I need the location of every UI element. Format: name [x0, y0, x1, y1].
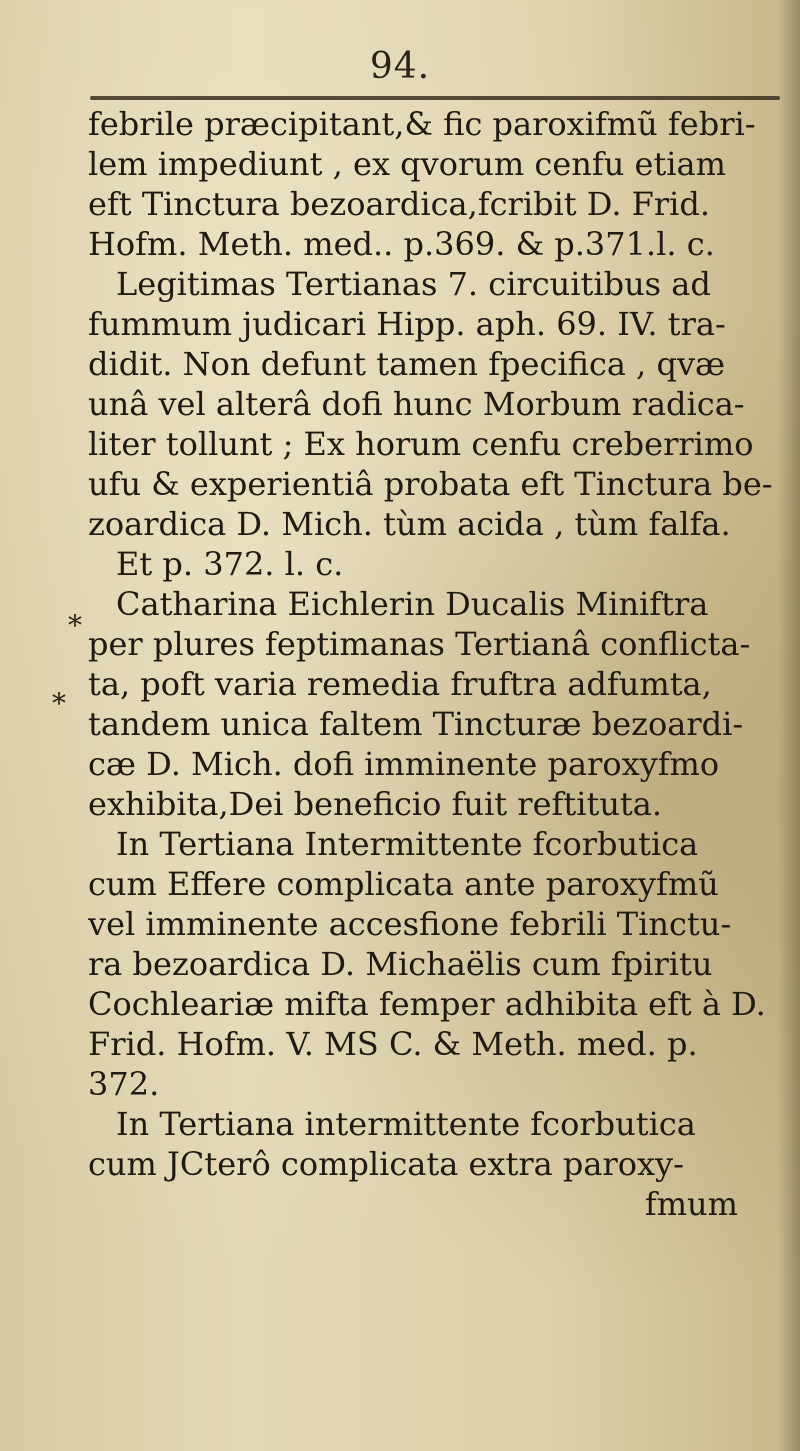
text-line: cæ D. Mich. dofi imminente paroxyfmo: [88, 745, 720, 783]
text-line: 372.: [88, 1065, 160, 1103]
text-line: Catharina Eichlerin Ducalis Miniftra: [116, 585, 709, 623]
text-line: ta, poft varia remedia fruftra adfumta,: [88, 665, 712, 703]
text-line: fmum: [644, 1185, 738, 1223]
text-line: ra bezoardica D. Michaëlis cum fpiritu: [88, 945, 713, 983]
text-line: cum JCterô complicata extra paroxy-: [88, 1145, 684, 1183]
text-line: liter tollunt ; Ex horum cenfu creberrimo: [88, 425, 754, 463]
text-line: fummum judicari Hipp. aph. 69. IV. tra-: [88, 305, 726, 343]
text-line: ufu & experientiâ probata eft Tinctura be-: [88, 465, 773, 503]
body-text: [88, 104, 778, 1224]
text-line: Cochleariæ mifta femper adhibita eft à D.: [88, 985, 766, 1023]
text-line: per plures feptimanas Tertianâ conflicta-: [88, 625, 751, 663]
text-line: Frid. Hofm. V. MS C. & Meth. med. p.: [88, 1025, 698, 1063]
text-line: unâ vel alterâ dofi hunc Morbum radica-: [88, 385, 745, 423]
page-edge-shadow: [778, 0, 800, 1451]
text-line: In Tertiana intermittente fcorbutica: [116, 1105, 696, 1143]
text-line: Legitimas Tertianas 7. circuitibus ad: [116, 265, 711, 303]
page-number: 94.: [369, 46, 431, 87]
text-line: zoardica D. Mich. tùm acida , tùm falfa.: [88, 505, 731, 543]
margin-asterisk: *: [52, 687, 66, 720]
text-line: Hofm. Meth. med.. p.369. & p.371.l. c.: [88, 225, 715, 263]
text-line: exhibita,Dei beneficio fuit reftituta.: [88, 785, 663, 823]
text-line: vel imminente accesfione febrili Tinctu-: [88, 905, 732, 943]
text-line: didit. Non defunt tamen fpecifica , qvæ: [88, 345, 726, 383]
text-line: cum Effere complicata ante paroxyfmũ: [88, 865, 719, 903]
text-line: In Tertiana Intermittente fcorbutica: [116, 825, 699, 863]
margin-asterisk: *: [68, 609, 82, 642]
text-line: Et p. 372. l. c.: [116, 545, 344, 583]
text-line: eft Tinctura bezoardica,fcribit D. Frid.: [88, 185, 711, 223]
text-line: febrile præcipitant,& fic paroxifmũ febri-: [88, 105, 756, 143]
header-rule: [90, 96, 780, 100]
text-line: tandem unica faltem Tincturæ bezoardi-: [88, 705, 744, 743]
text-line: lem impediunt , ex qvorum cenfu etiam: [88, 145, 726, 183]
